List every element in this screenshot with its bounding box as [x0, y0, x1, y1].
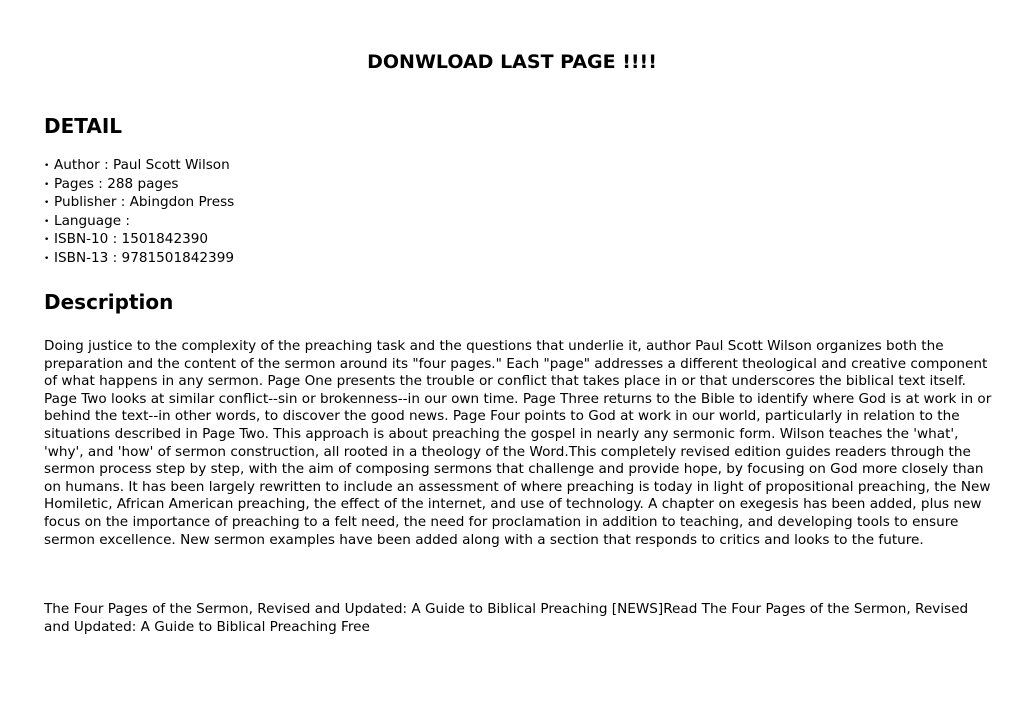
detail-item-isbn10 — [44, 231, 234, 250]
book-title-footer-link[interactable]: The Four Pages of the Sermon, Revised and Updated: A Guide to Biblical Preaching [NEWS]Read The Four Pages of the Sermon, Revised and Updated: A Guide to Biblical Preaching Free — [44, 601, 969, 635]
detail-item-pages — [44, 176, 234, 195]
bullet-icon: • — [44, 216, 50, 227]
detail-item-label: Publisher : Abingdon Press — [54, 194, 235, 211]
detail-item-label: Author : Paul Scott Wilson — [54, 157, 230, 173]
detail-item-language — [44, 213, 234, 232]
bullet-icon: • — [44, 253, 50, 264]
description-body: Doing justice to the complexity of the preaching task and the questions that underlie it, author Paul Scott Wilson organizes both the preparation and the content of the sermon around its "four pages." Each "page" addresses a different theological and creative component of what happens in any sermon. Page One presents the trouble or conflict that takes place in or that underscores the biblical text itself. Page Two looks at similar conflict--sin or brokenness--in our own time. Page Three returns to the Bible to identify where God is at work in or behind the text--in other words, to discover the good news. Page Four points to God at work in our world, particularly in relation to the situations described in Page Two. This approach is about preaching the gospel in nearly any sermonic form. Wilson teaches the 'what', 'why', and 'how' of sermon construction, all rooted in a theology of the Word.This completely revised edition guides readers through the sermon process step by step, with the aim of composing sermons that challenge and provide hope, by focusing on God more closely than on humans. It has been largely rewritten to include an assessment of where preaching is today in light of propositional preaching, the New Homiletic, African American preaching, the effect of the internet, and use of technology. A chapter on exegesis has been added, plus new focus on the importance of preaching to a felt need, the need for proclamation in addition to teaching, and developing tools to ensure sermon excellence. New sermon examples have been added along with a section that responds to critics and looks to the future. — [44, 338, 992, 548]
detail-list — [44, 157, 234, 269]
detail-item-publisher — [44, 194, 234, 213]
detail-item-label: ISBN-10 : 1501842390 — [54, 231, 209, 248]
download-banner-link[interactable]: DONWLOAD LAST PAGE !!!! — [367, 51, 657, 73]
bullet-icon: • — [44, 235, 50, 246]
bullet-icon: • — [44, 198, 50, 209]
detail-heading: DETAIL — [44, 114, 123, 138]
bullet-icon: • — [44, 179, 50, 190]
bullet-icon: • — [44, 161, 50, 171]
detail-item-isbn13 — [44, 250, 234, 269]
detail-item-label: Pages : 288 pages — [54, 175, 179, 192]
detail-item-label: ISBN-13 : 9781501842399 — [54, 249, 234, 266]
detail-item-author — [44, 157, 234, 176]
description-heading: Description — [44, 290, 174, 314]
detail-item-label: Language : — [54, 212, 130, 229]
